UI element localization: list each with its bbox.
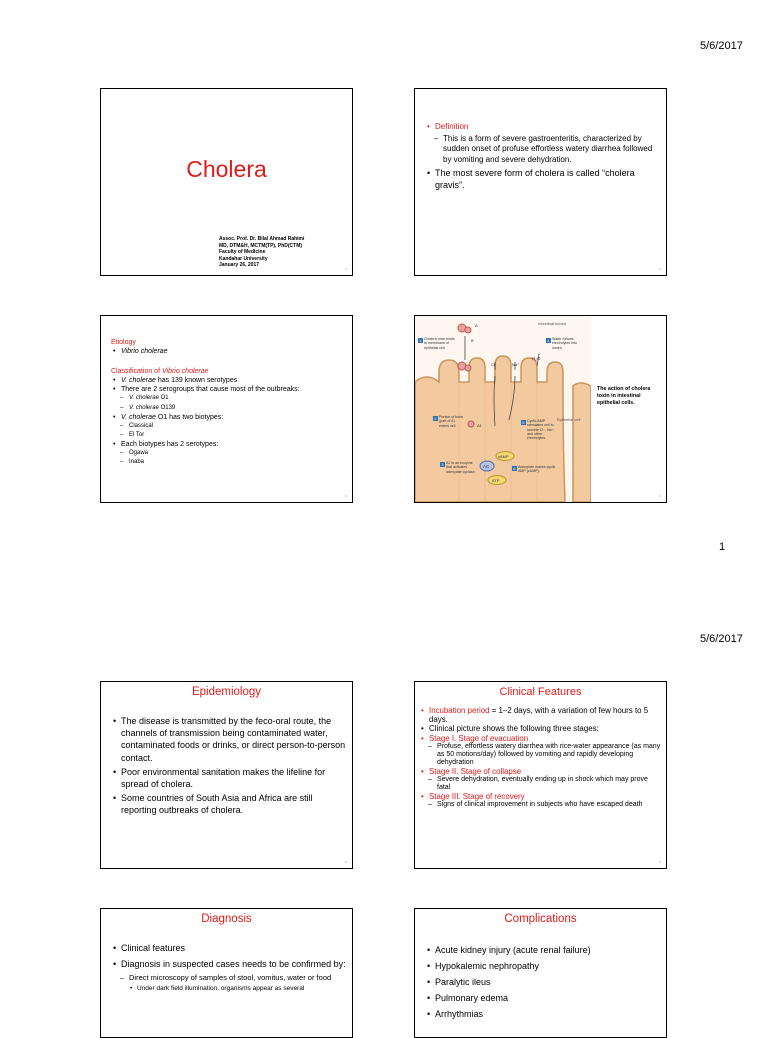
a1-label: A1 <box>477 423 482 428</box>
definition-heading: • Definition <box>425 122 661 133</box>
complication-item: • Hypokalemic nephropathy <box>425 958 661 974</box>
slide-4-toxin-action <box>414 315 667 503</box>
slide-1-title <box>100 88 353 276</box>
slide-title: Complications <box>504 913 577 925</box>
lumen-label: Intestinal lumen <box>538 321 567 326</box>
etiology-heading: Etiology <box>111 339 136 346</box>
right-cell-shape <box>573 383 591 502</box>
author-block <box>219 236 304 269</box>
cl-label: Cl⁻ <box>491 362 497 367</box>
diagram-caption: The action of cholera toxin in intestinal epithelial cells. <box>597 386 651 406</box>
outbreaks-bullet: • Some countries of South Asia and Africa are still reporting outbreaks of cholera. <box>111 792 347 816</box>
slide-number: 5 <box>345 860 347 864</box>
svg-text:4: 4 <box>547 338 550 344</box>
step-3-text: A1 is an enzyme that activates adenylate cyclase. <box>446 461 476 474</box>
cholera-toxin-diagram <box>415 316 591 502</box>
svg-text:2: 2 <box>434 416 437 422</box>
complication-item: • Arrhythmias <box>425 1006 661 1022</box>
stage-3-heading: • Stage III. Stage of recovery <box>419 792 663 801</box>
serotype-inaba: – Inaba <box>111 458 349 467</box>
h2o-label: H₂O <box>532 356 541 361</box>
page2-date: 5/6/2017 <box>700 633 743 645</box>
stage-1-text: – Profuse, effortless watery diarrhea with rice-water appearance (as many as 50 motions/day) followed by vomiting and rapidly developing dehydration <box>419 743 663 767</box>
slide-title: Diagnosis <box>201 913 252 925</box>
author-line: MD, DTM&H, MCTM(TP), PhD(CTM) <box>219 242 303 249</box>
svg-text:1: 1 <box>419 338 422 344</box>
slide-number: 2 <box>659 267 661 271</box>
step-6-text: Adenylate makes cyclic AMP (cAMP). <box>518 465 556 474</box>
camp-label: cAMP <box>498 454 509 459</box>
diagnosis-confirm-bullet: • Diagnosis in suspected cases needs to be confirmed by: <box>111 958 347 970</box>
epithelial-label: Epithelial cell <box>557 417 581 422</box>
slide-number: 3 <box>345 494 347 498</box>
serogroup-o1: – V. cholerae O1 <box>111 394 349 403</box>
serogroups-bullet: • There are 2 serogroups that cause most of the outbreaks: <box>111 385 349 394</box>
transmission-bullet: • The disease is transmitted by the feco-oral route, the channels of transmission being contaminated water, contaminated foods or drinks, or direct person-to-person contact. <box>111 715 347 764</box>
toxin-label-b: B <box>471 338 474 343</box>
toxin-label-a: A <box>475 323 478 328</box>
classification-heading: Classification of Vibrio cholerae <box>111 368 209 376</box>
etiology-item: • Vibrio cholerae <box>111 347 349 356</box>
slide-number: 1 <box>345 267 347 271</box>
step-4-text: Water follows electrolytes into lumen. <box>552 337 577 350</box>
stage-2-text: – Severe dehydration, eventually ending up in shock which may prove fatal <box>419 776 663 792</box>
biotype-classical: – Classical <box>111 422 349 431</box>
cholera-gravis-bullet: • The most severe form of cholera is called “cholera gravis”. <box>425 167 661 191</box>
complication-item: • Paralytic ileus <box>425 974 661 990</box>
slide-number: 6 <box>659 860 661 864</box>
serogroup-o139: – V. cholerae O139 <box>111 404 349 413</box>
biotype-el-tor: – El Tor <box>111 431 349 440</box>
direct-microscopy: – Direct microscopy of samples of stool, vomitus, water or food <box>111 973 347 983</box>
complication-item: • Acute kidney injury (acute renal failure) <box>425 942 661 958</box>
author-line: Assoc. Prof. Dr. Bilal Ahmad Rahimi <box>219 236 305 242</box>
step-2-text: Portion of toxin (part of A) enters cell. <box>439 415 463 428</box>
serotypes-bullet: • V. cholerae has 139 known serotypes <box>111 376 349 385</box>
author-line: January 26, 2017 <box>219 262 260 269</box>
slide-title: Cholera <box>186 156 267 182</box>
atp-label: ATP <box>492 478 500 483</box>
stages-intro: • Clinical picture shows the following three stages: <box>419 724 663 733</box>
page1-date: 5/6/2017 <box>700 40 743 52</box>
serotype-ogawa: – Ogawa <box>111 449 349 458</box>
stage-1-heading: • Stage I. Stage of evacuation <box>419 734 663 743</box>
step-5-text: Cyclic AMP stimulates cell to secrete Cl⁻, Na⁺, and other electrolytes. <box>527 419 555 441</box>
slide-7-diagnosis <box>100 908 353 1038</box>
slide-5-epidemiology <box>100 681 353 869</box>
svg-text:3: 3 <box>441 462 444 468</box>
slide-number: 4 <box>659 494 661 498</box>
slide-6-clinical-features <box>414 681 667 869</box>
dark-field-text: • Under dark field illumination, organisms appear as several <box>111 985 347 993</box>
complication-item: • Pulmonary edema <box>425 990 661 1006</box>
slide-title: Clinical Features <box>499 686 582 698</box>
serotypes-2-bullet: • Each biotypes has 2 serotypes: <box>111 440 349 449</box>
stage-2-heading: • Stage II. Stage of collapse <box>419 767 663 776</box>
slide-8-complications <box>414 908 667 1038</box>
svg-text:6: 6 <box>513 466 516 472</box>
slide-2-definition <box>414 88 667 276</box>
biotypes-bullet: • V. cholerae O1 has two biotypes: <box>111 413 349 422</box>
svg-text:5: 5 <box>522 420 525 426</box>
slide-title: Epidemiology <box>191 686 262 698</box>
slide-3-etiology <box>100 315 353 503</box>
definition-text: – This is a form of severe gastroenteritis, characterized by sudden onset of profuse effortless watery diarrhea followed by vomiting and severe dehydration. <box>425 134 661 166</box>
incubation-bullet: • Incubation period = 1–2 days, with a variation of few hours to 5 days. <box>419 706 663 724</box>
stage-3-text: – Signs of clinical improvement in subjects who have escaped death <box>419 801 663 809</box>
author-line: Faculty of Medicine <box>219 249 266 256</box>
author-line: Kandahar University <box>219 255 268 262</box>
step-1-text: Cholera toxin binds to membrane of epithelial cell. <box>424 337 455 350</box>
page-number: 1 <box>719 541 726 553</box>
ac-label: AC <box>483 464 490 469</box>
na-label: Na⁺ <box>512 362 520 367</box>
sanitation-bullet: • Poor environmental sanitation makes the lifeline for spread of cholera. <box>111 766 347 790</box>
clinical-features-bullet: • Clinical features <box>111 942 347 954</box>
